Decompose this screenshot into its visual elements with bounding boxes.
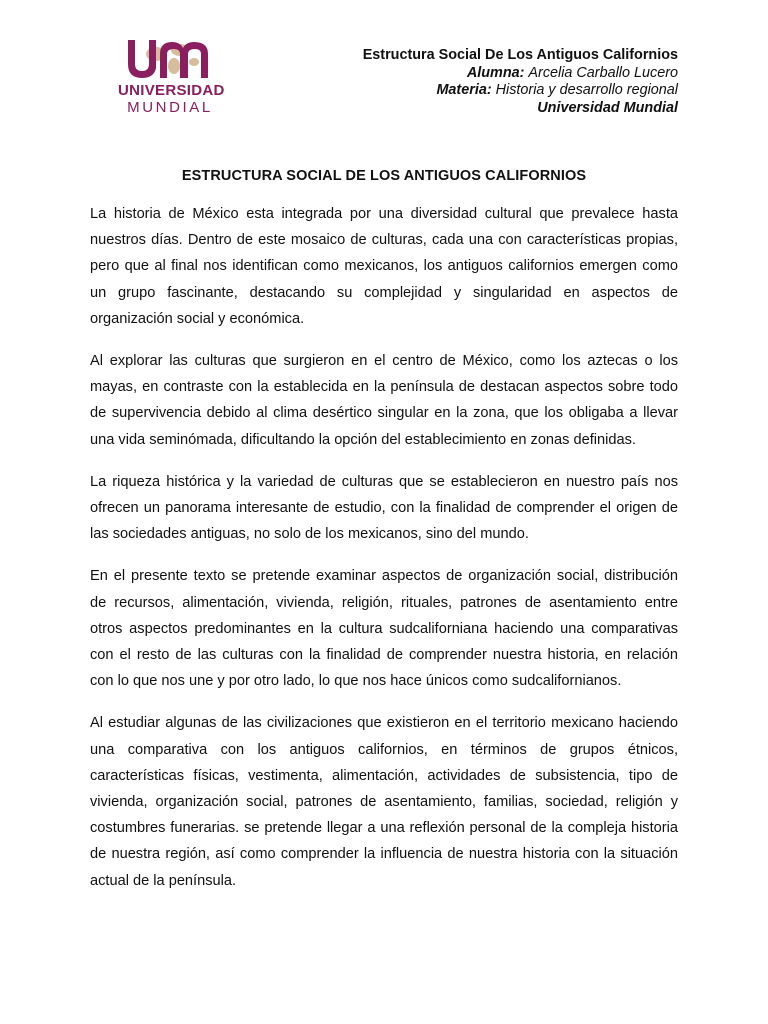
header-subject-line (363, 82, 678, 100)
logo-text-universidad: UNIVERSIDAD (118, 82, 225, 99)
header-title: Estructura Social De Los Antiguos Californios (362, 47, 678, 63)
header-student-line (363, 65, 678, 83)
document-title: ESTRUCTURA SOCIAL DE LOS ANTIGUOS CALIFORNIOS (181, 168, 587, 184)
subject-label: Materia: (436, 82, 492, 98)
university-logo (118, 36, 225, 118)
um-monogram-icon (118, 36, 222, 82)
document-header (363, 47, 678, 117)
student-label: Alumna: (466, 64, 525, 81)
document-body (90, 201, 678, 910)
paragraph: La historia de México esta integrada por una diversidad cultural que prevalece hasta nuestros días. Dentro de este mosaico de culturas, cada una con características propias, pero que al final nos identifican como mexicanos, los antiguos californios emergen como un grupo fascinante, destacando su complejidad y singularidad en aspectos de organización social y económica. (90, 206, 678, 327)
subject-name: Historia y desarrollo regional (495, 82, 678, 98)
paragraph: Al explorar las culturas que surgieron en el centro de México, como los aztecas o los mayas, en contraste con la establecida en la península de destacan aspectos sobre todo de supervivencia debido al clima desértico singular en la zona, que los obligaba a llevar una vida seminómada, dificultando la opción del establecimiento en zonas definidas. (90, 353, 678, 448)
paragraph: En el presente texto se pretende examinar aspectos de organización social, distribución de recursos, alimentación, vivienda, religión, rituales, patrones de asentamiento entre otros aspectos predominantes en la cultura sudcaliforniana haciendo una comparativas con el resto de las culturas con la finalidad de comprender nuestra historia, en relación con lo que nos une y por otro lado, lo que nos hace únicos como sudcalifornianos. (90, 568, 678, 690)
paragraph: Al estudiar algunas de las civilizaciones que existieron en el territorio mexicano haciendo una comparativa con los antiguos californios, en términos de grupos étnicos, características físicas, vestimenta, alimentación, actividades de subsistencia, tipo de vivienda, organización social, patrones de asentamiento, familias, sociedad, religión y costumbres funerarias. se pretende llegar a una reflexión personal de la compleja historia de nuestra región, así como comprender la influencia de nuestra historia con la situación actual de la península. (90, 715, 678, 889)
header-university: Universidad Mundial (537, 99, 678, 116)
student-name: Arcelia Carballo Lucero (528, 64, 678, 81)
logo-text-mundial: MUNDIAL (127, 99, 213, 116)
paragraph: La riqueza histórica y la variedad de culturas que se establecieron en nuestro país nos ofrecen un panorama interesante de estudio, con la finalidad de comprender el origen de las sociedades antiguas, no solo de los mexicanos, sino del mundo. (90, 473, 678, 543)
